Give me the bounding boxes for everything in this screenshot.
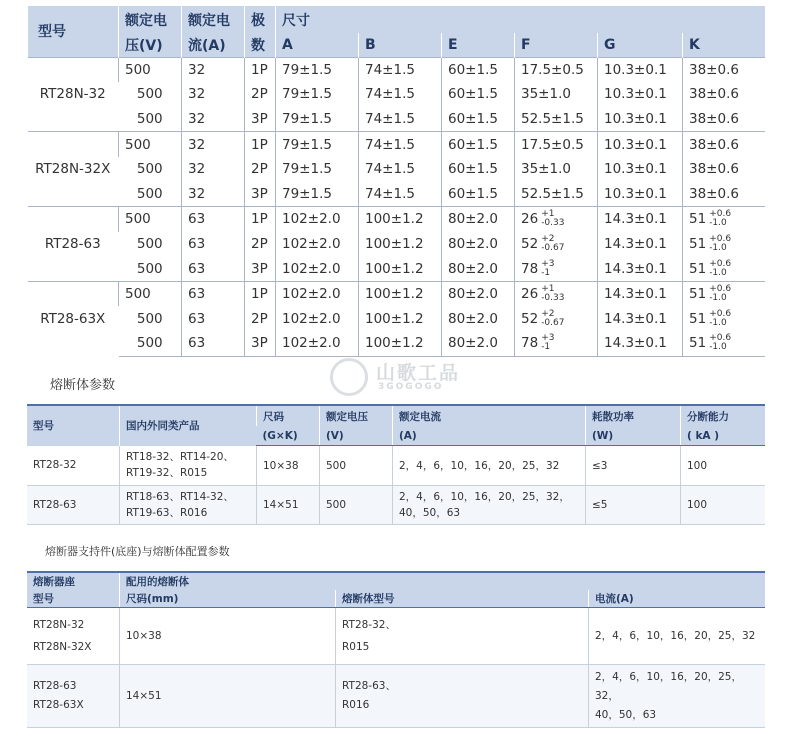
cell-a: 102±2.0: [276, 281, 359, 306]
t3-header-size: 尺码(mm): [120, 590, 336, 608]
cell-a: 63: [182, 207, 245, 232]
cell-v: 500: [119, 132, 182, 157]
header-poles: 极: [245, 6, 276, 33]
cell-b: 100±1.2: [359, 331, 442, 356]
cell-k: 38±0.6: [683, 157, 766, 182]
t2-header-voltage-unit: (V): [320, 426, 393, 446]
tolerance: +0.6 -1.0: [709, 308, 732, 328]
cell-b: 74±1.5: [359, 181, 442, 206]
tolerance: +0.6 -1.0: [709, 258, 732, 278]
cell-v: 500: [136, 235, 163, 252]
cell-k: 38±0.6: [683, 181, 766, 206]
tolerance: +3 -1: [541, 258, 555, 278]
cell-e: 80±2.0: [442, 331, 515, 356]
cell-f: 52 +2 -0.67: [515, 232, 598, 257]
t3-fuse-model: RT28-32、 R015: [336, 608, 589, 665]
cell-k: 38±0.6: [683, 132, 766, 157]
cell-v: 500: [136, 185, 163, 202]
cell-a: 79±1.5: [276, 181, 359, 206]
cell-a: 32: [182, 132, 245, 157]
cell-a: 32: [182, 157, 245, 182]
t3-header-holder-model: 型号: [27, 590, 120, 608]
cell-a: 102±2.0: [276, 232, 359, 257]
holder-config-table: [27, 571, 765, 728]
header-dim-b: B: [359, 33, 442, 57]
cell-e: 80±2.0: [442, 256, 515, 281]
t2-model: RT28-63: [27, 486, 120, 525]
tolerance: +0.6 -1.0: [709, 209, 732, 229]
t2-model: RT28-32: [27, 446, 120, 486]
t3-holder: RT28-63 RT28-63X: [27, 665, 120, 728]
cell-e: 60±1.5: [442, 57, 515, 82]
t2-current: 2，4，6，10，16，20，25，32: [393, 446, 586, 486]
t3-size: 10×38: [120, 608, 336, 665]
table-row: [28, 306, 766, 331]
cell-e: 80±2.0: [442, 232, 515, 257]
cell-p: 2P: [245, 306, 276, 331]
t2-size: 14×51: [257, 486, 320, 525]
t2-header-power-unit: (W): [586, 426, 681, 446]
t2-breaking: 100: [681, 486, 766, 525]
t2-breaking: 100: [681, 446, 766, 486]
t2-equivalents: RT18-32、RT14-20、 RT19-32、R015: [120, 446, 257, 486]
cell-k: 51 +0.6 -1.0: [683, 331, 766, 356]
t2-header-current: 额定电流: [393, 405, 586, 426]
cell-a: 79±1.5: [276, 157, 359, 182]
cell-k: 51 +0.6 -1.0: [683, 306, 766, 331]
cell-a: 102±2.0: [276, 256, 359, 281]
cell-k: 51 +0.6 -1.0: [683, 281, 766, 306]
brand-logo-icon: [330, 358, 368, 396]
table-row: [28, 331, 766, 356]
cell-b: 100±1.2: [359, 281, 442, 306]
header-model: 型号: [28, 6, 119, 57]
header-dim-f: F: [515, 33, 598, 57]
cell-k: 51 +0.6 -1.0: [683, 232, 766, 257]
cell-g: 14.3±0.1: [598, 256, 683, 281]
table-row: [28, 256, 766, 281]
cell-e: 60±1.5: [442, 132, 515, 157]
cell-a: 63: [182, 281, 245, 306]
cell-v: 500: [136, 310, 163, 327]
cell-a: 32: [182, 107, 245, 132]
cell-g: 10.3±0.1: [598, 181, 683, 206]
cell-g: 14.3±0.1: [598, 306, 683, 331]
cell-p: 3P: [245, 107, 276, 132]
cell-p: 2P: [245, 232, 276, 257]
cell-g: 14.3±0.1: [598, 331, 683, 356]
cell-a: 32: [182, 181, 245, 206]
t2-voltage: 500: [320, 446, 393, 486]
t3-header-current: 电流(A): [589, 590, 766, 608]
cell-e: 60±1.5: [442, 107, 515, 132]
cell-a: 79±1.5: [276, 107, 359, 132]
cell-f: 52 +2 -0.67: [515, 306, 598, 331]
t2-header-breaking-unit: ( kA ): [681, 426, 766, 446]
t3-header-fuse-model: 熔断体型号: [336, 590, 589, 608]
cell-b: 74±1.5: [359, 132, 442, 157]
cell-p: 1P: [245, 281, 276, 306]
cell-f: 52.5±1.5: [515, 107, 598, 132]
cell-p: 3P: [245, 331, 276, 356]
table-row: [27, 608, 765, 665]
cell-a: 63: [182, 306, 245, 331]
t2-header-power: 耗散功率: [586, 405, 681, 426]
t2-header-size: 尺码: [257, 405, 320, 426]
cell-f: 52.5±1.5: [515, 181, 598, 206]
cell-v: 500: [119, 57, 182, 82]
cell-g: 10.3±0.1: [598, 107, 683, 132]
t2-equivalents: RT18-63、RT14-32、 RT19-63、R016: [120, 486, 257, 525]
t2-size: 10×38: [257, 446, 320, 486]
cell-g: 10.3±0.1: [598, 157, 683, 182]
header-poles-2: 数: [245, 33, 276, 57]
cell-v: 500: [136, 260, 163, 277]
cell-f: 78 +3 -1: [515, 256, 598, 281]
cell-a: 102±2.0: [276, 331, 359, 356]
t2-header-size-unit: (G×K): [257, 426, 320, 446]
cell-a: 32: [182, 57, 245, 82]
fuse-params-table: [27, 404, 765, 525]
t3-fuse-model: RT28-63、 R016: [336, 665, 589, 728]
tolerance: +1 -0.33: [541, 284, 565, 304]
table-row: [28, 57, 766, 82]
cell-v: 500: [136, 86, 163, 103]
dimension-table: [27, 6, 765, 357]
cell-p: 2P: [245, 82, 276, 107]
cell-k: 51 +0.6 -1.0: [683, 207, 766, 232]
t2-power: ≤5: [586, 486, 681, 525]
cell-f: 17.5±0.5: [515, 57, 598, 82]
model-cell: RT28-63X: [28, 281, 119, 356]
table-row: [27, 665, 765, 728]
cell-a: 79±1.5: [276, 82, 359, 107]
cell-g: 14.3±0.1: [598, 281, 683, 306]
tolerance: +2 -0.67: [541, 308, 565, 328]
cell-e: 60±1.5: [442, 82, 515, 107]
table-row: [28, 132, 766, 157]
t2-header-breaking: 分断能力: [681, 405, 766, 426]
header-voltage: 额定电: [119, 6, 182, 33]
cell-a: 63: [182, 331, 245, 356]
t3-header-holder: 熔断器座: [27, 572, 120, 590]
cell-k: 38±0.6: [683, 107, 766, 132]
cell-g: 14.3±0.1: [598, 232, 683, 257]
cell-b: 74±1.5: [359, 57, 442, 82]
header-voltage-unit: 压(V): [119, 33, 182, 57]
watermark: [330, 356, 480, 398]
cell-e: 60±1.5: [442, 157, 515, 182]
cell-g: 14.3±0.1: [598, 207, 683, 232]
t2-voltage: 500: [320, 486, 393, 525]
cell-b: 100±1.2: [359, 256, 442, 281]
header-dim-a: A: [276, 33, 359, 57]
tolerance: +1 -0.33: [541, 209, 565, 229]
cell-k: 38±0.6: [683, 82, 766, 107]
cell-k: 51 +0.6 -1.0: [683, 256, 766, 281]
cell-k: 38±0.6: [683, 57, 766, 82]
table-row: [28, 157, 766, 182]
watermark-sub: 3GOGOGO: [378, 382, 444, 392]
header-dim-e: E: [442, 33, 515, 57]
cell-g: 10.3±0.1: [598, 57, 683, 82]
table-row: [27, 486, 765, 525]
cell-f: 17.5±0.5: [515, 132, 598, 157]
table-row: [28, 107, 766, 132]
header-current: 额定电: [182, 6, 245, 33]
cell-f: 35±1.0: [515, 82, 598, 107]
cell-e: 80±2.0: [442, 207, 515, 232]
cell-b: 100±1.2: [359, 232, 442, 257]
tolerance: +0.6 -1.0: [709, 333, 732, 353]
cell-a: 102±2.0: [276, 207, 359, 232]
cell-a: 63: [182, 256, 245, 281]
t3-header-fuse-group: 配用的熔断体: [120, 572, 766, 590]
cell-p: 2P: [245, 157, 276, 182]
t2-power: ≤3: [586, 446, 681, 486]
cell-a: 102±2.0: [276, 306, 359, 331]
cell-p: 1P: [245, 57, 276, 82]
cell-a: 79±1.5: [276, 132, 359, 157]
cell-b: 74±1.5: [359, 157, 442, 182]
cell-g: 10.3±0.1: [598, 132, 683, 157]
table-row: [28, 82, 766, 107]
cell-a: 79±1.5: [276, 57, 359, 82]
tolerance: +0.6 -1.0: [709, 233, 732, 253]
cell-g: 10.3±0.1: [598, 82, 683, 107]
tolerance: +3 -1: [541, 333, 555, 353]
header-dim-k: K: [683, 33, 766, 57]
header-dim-g: G: [598, 33, 683, 57]
cell-a: 63: [182, 232, 245, 257]
cell-b: 100±1.2: [359, 207, 442, 232]
t2-current: 2，4，6，10，16，20，25，32， 40，50，63: [393, 486, 586, 525]
cell-a: 32: [182, 82, 245, 107]
cell-p: 3P: [245, 181, 276, 206]
cell-v: 500: [119, 207, 182, 232]
t3-holder: RT28N-32 RT28N-32X: [27, 608, 120, 665]
cell-b: 74±1.5: [359, 82, 442, 107]
cell-p: 1P: [245, 207, 276, 232]
table-row: [28, 232, 766, 257]
table-row: [28, 181, 766, 206]
table-row: [27, 446, 765, 486]
cell-e: 60±1.5: [442, 181, 515, 206]
tolerance: +2 -0.67: [541, 233, 565, 253]
cell-e: 80±2.0: [442, 306, 515, 331]
header-current-unit: 流(A): [182, 33, 245, 57]
table-row: [28, 207, 766, 232]
header-size: 尺寸: [276, 6, 766, 33]
t2-header-current-unit: (A): [393, 426, 586, 446]
t3-size: 14×51: [120, 665, 336, 728]
cell-b: 74±1.5: [359, 107, 442, 132]
cell-f: 26 +1 -0.33: [515, 207, 598, 232]
table-row: [28, 281, 766, 306]
tolerance: +0.6 -1.0: [709, 284, 732, 304]
cell-p: 3P: [245, 256, 276, 281]
model-cell: RT28N-32: [28, 57, 119, 132]
cell-v: 500: [136, 110, 163, 127]
cell-f: 35±1.0: [515, 157, 598, 182]
cell-v: 500: [136, 161, 163, 178]
cell-p: 1P: [245, 132, 276, 157]
cell-f: 26 +1 -0.33: [515, 281, 598, 306]
model-cell: RT28-63: [28, 207, 119, 282]
cell-v: 500: [119, 331, 182, 356]
fuse-params-title: 熔断体参数: [50, 378, 116, 393]
holder-config-title: 熔断器支持件(底座)与熔断体配置参数: [45, 545, 230, 558]
cell-v: 500: [119, 281, 182, 306]
t2-header-voltage: 额定电压: [320, 405, 393, 426]
t2-header-equivalents: 国内外同类产品: [120, 405, 257, 446]
cell-f: 78 +3 -1: [515, 331, 598, 356]
t2-header-model: 型号: [27, 405, 120, 446]
watermark-brand: 山歌工品: [376, 362, 461, 384]
t3-current: 2，4，6，10，16，20，25，32， 40，50，63: [589, 665, 766, 728]
model-cell: RT28N-32X: [28, 132, 119, 207]
cell-b: 100±1.2: [359, 306, 442, 331]
cell-e: 80±2.0: [442, 281, 515, 306]
t3-current: 2，4，6，10，16，20，25，32: [589, 608, 766, 665]
